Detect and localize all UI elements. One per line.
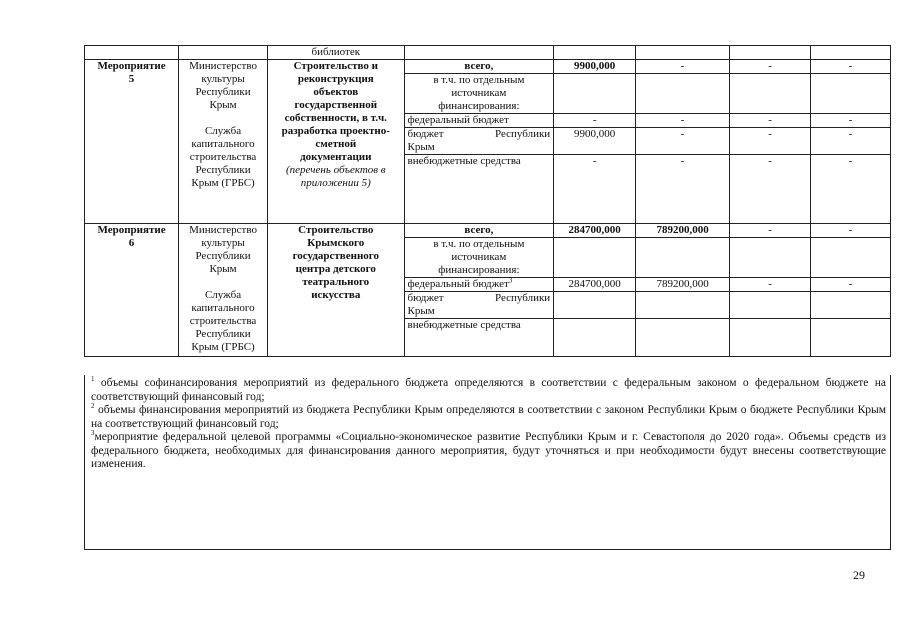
executor-line: Крым [209, 263, 237, 275]
event-title-cell [268, 60, 405, 224]
source-ext-cell: внебюджетные средства [404, 155, 554, 224]
title-note-line: приложении 5) [300, 177, 371, 189]
source-word: бюджет [407, 128, 444, 140]
event-title-cell [268, 224, 405, 357]
table-cell [730, 46, 811, 60]
footnote [91, 377, 886, 404]
source-line: в т.ч. по отдельным [433, 238, 525, 250]
value-cell: 284700,000 [554, 224, 636, 238]
source-rk-line [408, 292, 551, 305]
executor-line: культуры [201, 73, 245, 85]
table-cell [554, 46, 636, 60]
table-cell [404, 46, 554, 60]
executor-line: Республики [195, 250, 251, 262]
executor-line: Министерство [189, 224, 257, 236]
event-number: 6 [128, 237, 135, 249]
value-cell: - [811, 278, 891, 292]
source-incl-cell [404, 238, 554, 278]
executor-line: Служба [204, 125, 242, 137]
executor-line: капитального [191, 302, 255, 314]
source-label: федеральный бюджет [407, 114, 509, 126]
value-cell [730, 319, 811, 357]
footnote-marker: 2 [91, 402, 95, 411]
event-label: Мероприятие [97, 60, 166, 72]
footnotes-box [84, 375, 891, 550]
footnote-marker: 3 [91, 429, 95, 438]
source-rk-cell [404, 128, 554, 155]
title-line: государственной [294, 99, 378, 111]
source-total-cell: всего, [404, 224, 554, 238]
value-cell: - [636, 155, 730, 224]
source-total-cell: всего, [404, 60, 554, 74]
value-cell [730, 74, 811, 114]
title-line: искусства [311, 289, 361, 301]
table-cell: библиотек [268, 46, 405, 60]
footnote-text: мероприятие федеральной целевой программы «Социально-экономическое развитие Республики Крым и г. Севастополя до 2020 года». Объемы средств из федерального бюджета, необходимых для финансирования данного мероприятия, будут уточняться и при необходимости будут внесены соответствующие изменения. [91, 431, 886, 470]
event-name-cell [85, 60, 179, 224]
title-note-line: (перечень объектов в [286, 164, 386, 176]
source-line: финансирования: [438, 100, 520, 112]
value-cell: - [636, 60, 730, 74]
value-cell: 9900,000 [554, 60, 636, 74]
value-cell: - [811, 155, 891, 224]
value-cell [636, 292, 730, 319]
table-row [85, 60, 891, 74]
table-cell [85, 46, 179, 60]
footnote-marker: 1 [91, 375, 95, 384]
executor-line: строительства [189, 315, 257, 327]
value-cell [636, 74, 730, 114]
value-cell [730, 292, 811, 319]
value-cell [811, 238, 891, 278]
source-word: Республики [495, 128, 551, 140]
value-cell [811, 292, 891, 319]
executor-line: Республики [195, 328, 251, 340]
source-line: финансирования: [438, 264, 520, 276]
value-cell: - [636, 128, 730, 155]
source-word: Республики [495, 292, 551, 304]
event-number: 5 [128, 73, 135, 85]
footnote-marker: 3 [508, 276, 513, 285]
title-line: государственного [292, 250, 380, 262]
table-cell [636, 46, 730, 60]
source-word: Крым [407, 141, 435, 153]
executor-line: Республики [195, 164, 251, 176]
source-line: источникам [451, 251, 507, 263]
value-cell: - [730, 155, 811, 224]
page-number: 29 [853, 568, 865, 582]
title-line: разработка проектно- [281, 125, 390, 137]
value-cell [636, 238, 730, 278]
executor-line: Крым (ГРБС) [191, 177, 255, 189]
value-cell: - [811, 114, 891, 128]
executor-line: Служба [204, 289, 242, 301]
source-rk-cell [404, 292, 554, 319]
event-name-cell [85, 224, 179, 357]
value-cell [554, 238, 636, 278]
footnote [91, 404, 886, 431]
source-label: федеральный бюджет [407, 278, 509, 290]
title-line: Строительство и [293, 60, 378, 72]
value-cell: 284700,000 [554, 278, 636, 292]
value-cell [554, 74, 636, 114]
value-cell: - [730, 278, 811, 292]
value-cell: - [811, 128, 891, 155]
value-cell: - [554, 155, 636, 224]
source-line: источникам [451, 87, 507, 99]
source-fed-cell [404, 114, 554, 128]
source-word: Крым [407, 305, 435, 317]
footnote-text: объемы софинансирования мероприятий из федерального бюджета определяются в соответствии с федеральным законом о федеральном бюджете на соответствующий финансовый год; [91, 377, 886, 403]
value-cell [730, 238, 811, 278]
executor-line: Крым (ГРБС) [191, 341, 255, 353]
value-cell [811, 319, 891, 357]
executor-cell [179, 60, 268, 224]
executor-line: Министерство [189, 60, 257, 72]
title-line: Строительство [298, 224, 374, 236]
value-cell [554, 292, 636, 319]
title-line: реконструкция [297, 73, 374, 85]
executor-line: Крым [209, 99, 237, 111]
executor-line: культуры [201, 237, 245, 249]
executor-cell [179, 224, 268, 357]
title-line: собственности, в т.ч. [284, 112, 387, 124]
table-cell [179, 46, 268, 60]
title-line: сметной [315, 138, 357, 150]
footnote [91, 431, 886, 472]
source-incl-cell [404, 74, 554, 114]
source-rk-line [408, 128, 551, 141]
financing-table [84, 45, 891, 357]
value-cell: - [636, 114, 730, 128]
table-row [85, 224, 891, 238]
executor-line: строительства [189, 151, 257, 163]
value-cell: - [730, 128, 811, 155]
table-row [85, 46, 891, 60]
value-cell: 789200,000 [636, 278, 730, 292]
value-cell: - [730, 60, 811, 74]
value-cell: - [811, 224, 891, 238]
value-cell: 9900,000 [554, 128, 636, 155]
title-line: Крымского [307, 237, 365, 249]
source-line: в т.ч. по отдельным [433, 74, 525, 86]
table-cell [811, 46, 891, 60]
source-ext-cell: внебюджетные средства [404, 319, 554, 357]
title-line: центра детского [295, 263, 376, 275]
value-cell [811, 74, 891, 114]
footnote-text: объемы финансирования мероприятий из бюджета Республики Крым определяются в соответствии с законом Республики Крым о бюджете Республики Крым на соответствующий финансовый год; [91, 404, 886, 430]
event-label: Мероприятие [97, 224, 166, 236]
source-fed-cell [404, 278, 554, 292]
value-cell: 789200,000 [636, 224, 730, 238]
source-word: бюджет [407, 292, 444, 304]
value-cell: - [730, 114, 811, 128]
title-line: документации [300, 151, 372, 163]
title-line: театрального [302, 276, 370, 288]
executor-line: Республики [195, 86, 251, 98]
title-line: объектов [313, 86, 359, 98]
value-cell: - [730, 224, 811, 238]
value-cell: - [554, 114, 636, 128]
executor-line: капитального [191, 138, 255, 150]
value-cell: - [811, 60, 891, 74]
value-cell [636, 319, 730, 357]
value-cell [554, 319, 636, 357]
